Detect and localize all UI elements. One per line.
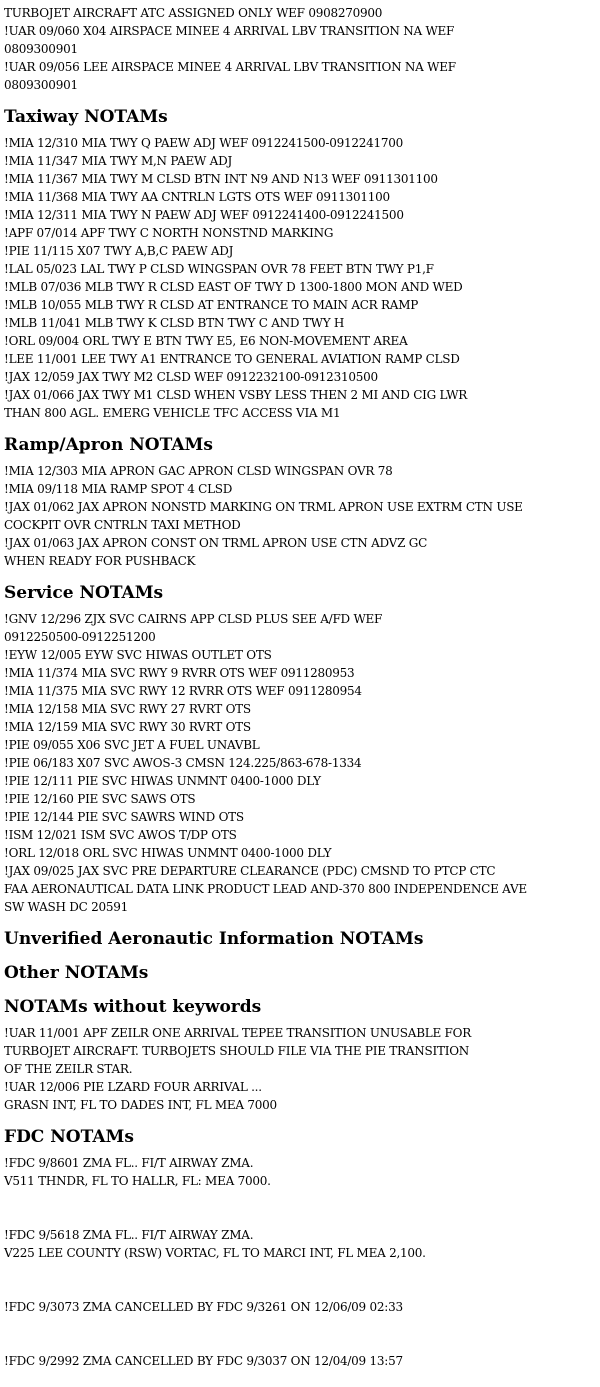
section-heading: Other NOTAMs: [4, 963, 149, 983]
spacer: [4, 1190, 600, 1208]
notam-entry: [4, 152, 600, 170]
intro-line: 0809300901: [4, 42, 78, 56]
notam-line: THAN 800 AGL. EMERG VEHICLE TFC ACCESS VIA M1: [4, 406, 341, 420]
spacer: [4, 1334, 600, 1352]
notam-entry: [4, 808, 600, 826]
section: [4, 1126, 600, 1370]
notam-line: TURBOJET AIRCRAFT. TURBOJETS SHOULD FILE VIA THE PIE TRANSITION: [4, 1044, 470, 1058]
spacer: [4, 1280, 600, 1298]
intro-block: [4, 4, 600, 94]
notam-line: !PIE 12/144 PIE SVC SAWRS WIND OTS: [4, 810, 244, 824]
notam-entry: [4, 296, 600, 314]
notam-line: !JAX 01/063 JAX APRON CONST ON TRML APRON USE CTN ADVZ GC: [4, 536, 428, 550]
notam-line: 0912250500-0912251200: [4, 630, 156, 644]
notam-line: !MIA 12/303 MIA APRON GAC APRON CLSD WINGSPAN OVR 78: [4, 464, 393, 478]
section-heading: Ramp/Apron NOTAMs: [4, 435, 213, 455]
section-heading: FDC NOTAMs: [4, 1127, 134, 1147]
notam-line: !MIA 11/374 MIA SVC RWY 9 RVRR OTS WEF 0911280953: [4, 666, 355, 680]
notam-line: V511 THNDR, FL TO HALLR, FL: MEA 7000.: [4, 1174, 271, 1188]
notam-entry: [4, 260, 600, 278]
notam-line: GRASN INT, FL TO DADES INT, FL MEA 7000: [4, 1098, 277, 1112]
spacer: [4, 1262, 600, 1280]
notam-line: !PIE 09/055 X06 SVC JET A FUEL UNAVBL: [4, 738, 260, 752]
section-heading: Unverified Aeronautic Information NOTAMs: [4, 929, 424, 949]
notam-line: !FDC 9/8601 ZMA FL.. FI/T AIRWAY ZMA.: [4, 1156, 254, 1170]
intro-line: 0809300901: [4, 78, 78, 92]
notam-line: !PIE 06/183 X07 SVC AWOS-3 CMSN 124.225/863-678-1334: [4, 756, 362, 770]
notam-entry: [4, 480, 600, 498]
notam-line: !JAX 01/062 JAX APRON NONSTD MARKING ON TRML APRON USE EXTRM CTN USE: [4, 500, 523, 514]
notam-entry: [4, 1078, 600, 1114]
section-heading: Taxiway NOTAMs: [4, 107, 168, 127]
notam-entry: [4, 368, 600, 386]
notam-entry: [4, 646, 600, 664]
notam-line: !FDC 9/5618 ZMA FL.. FI/T AIRWAY ZMA.: [4, 1228, 254, 1242]
intro-line: !UAR 09/060 X04 AIRSPACE MINEE 4 ARRIVAL LBV TRANSITION NA WEF: [4, 24, 455, 38]
notam-line: !GNV 12/296 ZJX SVC CAIRNS APP CLSD PLUS SEE A/FD WEF: [4, 612, 383, 626]
notam-line: !ORL 12/018 ORL SVC HIWAS UNMNT 0400-1000 DLY: [4, 846, 332, 860]
notam-line: !APF 07/014 APF TWY C NORTH NONSTND MARKING: [4, 226, 334, 240]
intro-line: TURBOJET AIRCRAFT ATC ASSIGNED ONLY WEF 0908270900: [4, 6, 383, 20]
notam-entry: [4, 332, 600, 350]
notam-entry: [4, 754, 600, 772]
notam-line: !JAX 09/025 JAX SVC PRE DEPARTURE CLEARANCE (PDC) CMSND TO PTCP CTC: [4, 864, 496, 878]
section: [4, 996, 600, 1114]
sections-container: [4, 106, 600, 1370]
notam-entry: [4, 736, 600, 754]
notam-entry: [4, 386, 600, 422]
notam-line: !MIA 12/310 MIA TWY Q PAEW ADJ WEF 0912241500-0912241700: [4, 136, 404, 150]
section-heading: Service NOTAMs: [4, 583, 164, 603]
notam-line: !MIA 11/367 MIA TWY M CLSD BTN INT N9 AND N13 WEF 0911301100: [4, 172, 438, 186]
notam-entry: [4, 664, 600, 682]
spacer: [4, 1316, 600, 1334]
notam-entry: [4, 1226, 600, 1262]
notam-line: !MLB 11/041 MLB TWY K CLSD BTN TWY C AND TWY H: [4, 316, 345, 330]
notam-entry: [4, 718, 600, 736]
notam-line: !MIA 11/347 MIA TWY M,N PAEW ADJ: [4, 154, 233, 168]
notam-line: FAA AERONAUTICAL DATA LINK PRODUCT LEAD AND-370 800 INDEPENDENCE AVE: [4, 882, 527, 896]
notam-entry: [4, 682, 600, 700]
notam-entry: [4, 206, 600, 224]
section: [4, 928, 600, 950]
section: [4, 962, 600, 984]
notam-entry: [4, 534, 600, 570]
notam-line: !EYW 12/005 EYW SVC HIWAS OUTLET OTS: [4, 648, 272, 662]
notam-line: !FDC 9/3073 ZMA CANCELLED BY FDC 9/3261 ON 12/06/09 02:33: [4, 1300, 403, 1314]
notam-line: COCKPIT OVR CNTRLN TAXI METHOD: [4, 518, 241, 532]
notam-entry: [4, 772, 600, 790]
notam-entry: [4, 790, 600, 808]
notam-line: !UAR 12/006 PIE LZARD FOUR ARRIVAL ...: [4, 1080, 262, 1094]
notam-line: !LAL 05/023 LAL TWY P CLSD WINGSPAN OVR 78 FEET BTN TWY P1,F: [4, 262, 434, 276]
notam-entry: [4, 862, 600, 916]
notam-entry: [4, 700, 600, 718]
notam-line: !MIA 12/159 MIA SVC RWY 30 RVRT OTS: [4, 720, 251, 734]
notam-line: !JAX 01/066 JAX TWY M1 CLSD WHEN VSBY LESS THEN 2 MI AND CIG LWR: [4, 388, 468, 402]
notam-line: !JAX 12/059 JAX TWY M2 CLSD WEF 0912232100-0912310500: [4, 370, 378, 384]
notam-entry: [4, 224, 600, 242]
notam-line: !FDC 9/2992 ZMA CANCELLED BY FDC 9/3037 ON 12/04/09 13:57: [4, 1354, 403, 1368]
notam-entry: [4, 844, 600, 862]
notam-line: !MIA 09/118 MIA RAMP SPOT 4 CLSD: [4, 482, 233, 496]
section: [4, 434, 600, 570]
notam-line: OF THE ZEILR STAR.: [4, 1062, 133, 1076]
notam-entry: [4, 1352, 600, 1370]
notam-entry: [4, 314, 600, 332]
notam-line: V225 LEE COUNTY (RSW) VORTAC, FL TO MARCI INT, FL MEA 2,100.: [4, 1246, 426, 1260]
notam-line: !PIE 12/111 PIE SVC HIWAS UNMNT 0400-1000 DLY: [4, 774, 321, 788]
notam-line: !MIA 12/311 MIA TWY N PAEW ADJ WEF 0912241400-0912241500: [4, 208, 404, 222]
notam-entry: [4, 188, 600, 206]
notam-entry: [4, 462, 600, 480]
notam-line: !MLB 10/055 MLB TWY R CLSD AT ENTRANCE TO MAIN ACR RAMP: [4, 298, 419, 312]
notam-entry: [4, 610, 600, 646]
notam-entry: [4, 350, 600, 368]
notam-line: !MLB 07/036 MLB TWY R CLSD EAST OF TWY D 1300-1800 MON AND WED: [4, 280, 463, 294]
notam-entry: [4, 242, 600, 260]
notam-entry: [4, 1024, 600, 1078]
notam-line: !MIA 12/158 MIA SVC RWY 27 RVRT OTS: [4, 702, 251, 716]
notam-line: !PIE 11/115 X07 TWY A,B,C PAEW ADJ: [4, 244, 234, 258]
notam-entry: [4, 498, 600, 534]
notam-line: !MIA 11/375 MIA SVC RWY 12 RVRR OTS WEF 0911280954: [4, 684, 362, 698]
notam-entry: [4, 1298, 600, 1316]
section: [4, 106, 600, 422]
notam-entry: [4, 134, 600, 152]
notam-entry: [4, 170, 600, 188]
notam-entry: [4, 278, 600, 296]
intro-line: !UAR 09/056 LEE AIRSPACE MINEE 4 ARRIVAL LBV TRANSITION NA WEF: [4, 60, 456, 74]
notam-entry: [4, 1154, 600, 1190]
notam-line: SW WASH DC 20591: [4, 900, 129, 914]
section-heading: NOTAMs without keywords: [4, 997, 262, 1017]
notam-line: !LEE 11/001 LEE TWY A1 ENTRANCE TO GENERAL AVIATION RAMP CLSD: [4, 352, 460, 366]
notam-line: !ISM 12/021 ISM SVC AWOS T/DP OTS: [4, 828, 237, 842]
notam-line: !ORL 09/004 ORL TWY E BTN TWY E5, E6 NON-MOVEMENT AREA: [4, 334, 408, 348]
notam-line: !PIE 12/160 PIE SVC SAWS OTS: [4, 792, 196, 806]
notam-entry: [4, 826, 600, 844]
spacer: [4, 1208, 600, 1226]
notam-line: WHEN READY FOR PUSHBACK: [4, 554, 196, 568]
notam-line: !UAR 11/001 APF ZEILR ONE ARRIVAL TEPEE TRANSITION UNUSABLE FOR: [4, 1026, 471, 1040]
section: [4, 582, 600, 916]
notam-line: !MIA 11/368 MIA TWY AA CNTRLN LGTS OTS WEF 0911301100: [4, 190, 390, 204]
